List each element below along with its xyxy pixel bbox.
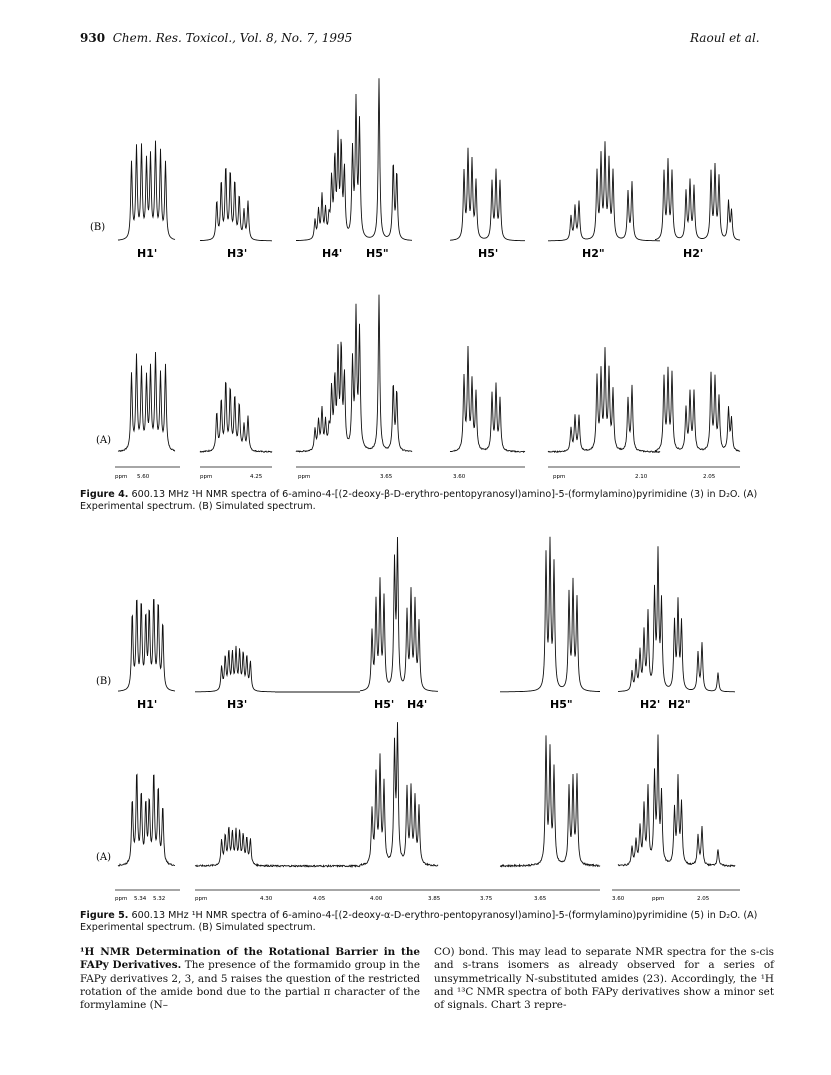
fig4-peak-label-4: H5" (366, 247, 389, 260)
fig4-tick-label-8: ppm (553, 474, 566, 480)
section-heading: ¹H NMR Determination of the Rotational Barrier in the FAPy Derivatives. (80, 946, 420, 972)
fig4-tick-label-6: 3.65 (380, 474, 393, 480)
fig5-peak-label-7: H2" (668, 698, 691, 711)
fig5-tick-label-11: 3.60 (612, 896, 625, 902)
figure-4-caption (80, 489, 760, 512)
fig5-tick-label-9: 3.75 (480, 896, 493, 902)
fig5-tick-label-2: 5.34 (134, 896, 147, 902)
fig4-tick-label-7: 3.60 (453, 474, 466, 480)
fig4-trace-a-label: (A) (96, 435, 112, 446)
fig5-tick-label-3: 5.32 (153, 896, 166, 902)
figure-5-caption (80, 910, 760, 933)
figure-4-caption-text: 600.13 MHz ¹H NMR spectra of 6-amino-4-[(2-deoxy-β-D-erythro-pentopyranosyl)amino]-5-(formylamino)pyrimidine (3) in D₂O. (A) Experimental spectrum. (B) Simulated spectrum. (80, 489, 758, 512)
body-column-right: CO) bond. This may lead to separate NMR spectra for the s-cis and s-trans isomers as already observed for a series of unsymmetrically N-substituted amides (23). Accordingly, the ¹H and ¹³C NMR spectra of both FAPy derivatives show a minor set of signals. Chart 3 repre- (434, 946, 774, 1012)
fig4-tick-label-5: ppm (298, 474, 311, 480)
fig5-trace-a-segment-2 (195, 827, 275, 867)
fig5-peak-label-4: H4' (407, 698, 428, 711)
journal-citation: Chem. Res. Toxicol., Vol. 8, No. 7, 1995 (112, 31, 353, 45)
fig5-peak-label-3: H5' (374, 698, 395, 711)
fig5-tick-label-12: ppm (652, 896, 665, 902)
fig5-tick-label-1: ppm (115, 896, 128, 902)
fig5-trace-b-segment-5 (500, 537, 600, 692)
fig4-peak-label-6: H2" (582, 247, 605, 260)
fig4-peak-label-3: H4' (322, 247, 343, 260)
fig5-peak-label-1: H1' (137, 698, 158, 711)
fig5-tick-label-5: 4.30 (260, 896, 273, 902)
running-header-authors: Raoul et al. (690, 31, 760, 45)
fig4-tick-label-10: 2.05 (703, 474, 716, 480)
fig5-trace-a-segment-6 (618, 735, 735, 867)
fig4-tick-label-9: 2.10 (635, 474, 648, 480)
fig5-trace-a-segment-4 (360, 722, 438, 866)
fig5-tick-label-4: ppm (195, 896, 208, 902)
fig4-peak-label-5: H5' (478, 247, 499, 260)
fig4-tick-label-2: 5.60 (137, 474, 150, 480)
fig5-trace-a-segment-3 (275, 865, 360, 867)
fig5-tick-label-10: 3.65 (534, 896, 547, 902)
fig4-peak-label-1: H1' (137, 247, 158, 260)
fig5-tick-label-7: 4.00 (370, 896, 383, 902)
fig5-tick-label-8: 3.85 (428, 896, 441, 902)
fig4-peak-label-7: H2' (683, 247, 704, 260)
figure-5-caption-text: 600.13 MHz ¹H NMR spectra of 6-amino-4-[(2-deoxy-α-D-erythro-pentopyranosyl)amino]-5-(formylamino)pyrimidine (5) in D₂O. (A) Experimental spectrum. (B) Simulated spectrum. (80, 910, 758, 933)
body-text-left: The presence of the formamido group in the FAPy derivatives 2, 3, and 5 raises the question of the restricted rotation of the amide bond due to the partial π character of the formylamine (N– (80, 959, 420, 1012)
fig5-trace-a-segment-5 (500, 735, 600, 866)
fig4-trace-b-label: (B) (90, 222, 106, 233)
fig5-trace-b-segment-2 (195, 646, 275, 692)
fig4-peak-label-2: H3' (227, 247, 248, 260)
fig5-trace-b-segment-1 (118, 600, 175, 692)
fig5-peak-label-6: H2' (640, 698, 661, 711)
fig5-trace-a-label: (A) (96, 852, 112, 863)
fig5-tick-label-6: 4.05 (313, 896, 326, 902)
fig5-trace-a-segment-1 (118, 775, 175, 866)
fig4-tick-label-4: 4.25 (250, 474, 263, 480)
body-column-left (80, 946, 420, 1012)
page-number: 930 (80, 31, 106, 45)
fig5-tick-label-13: 2.05 (697, 896, 710, 902)
fig4-tick-label-1: ppm (115, 474, 128, 480)
figure-5-label: Figure 5. (80, 910, 129, 921)
fig5-trace-b-label: (B) (96, 676, 112, 687)
figure-4-label: Figure 4. (80, 489, 129, 500)
fig5-trace-b-segment-6 (618, 546, 735, 692)
fig4-tick-label-3: ppm (200, 474, 213, 480)
fig5-peak-label-5: H5" (550, 698, 573, 711)
fig5-peak-label-2: H3' (227, 698, 248, 711)
fig5-trace-b-segment-4 (360, 537, 438, 691)
